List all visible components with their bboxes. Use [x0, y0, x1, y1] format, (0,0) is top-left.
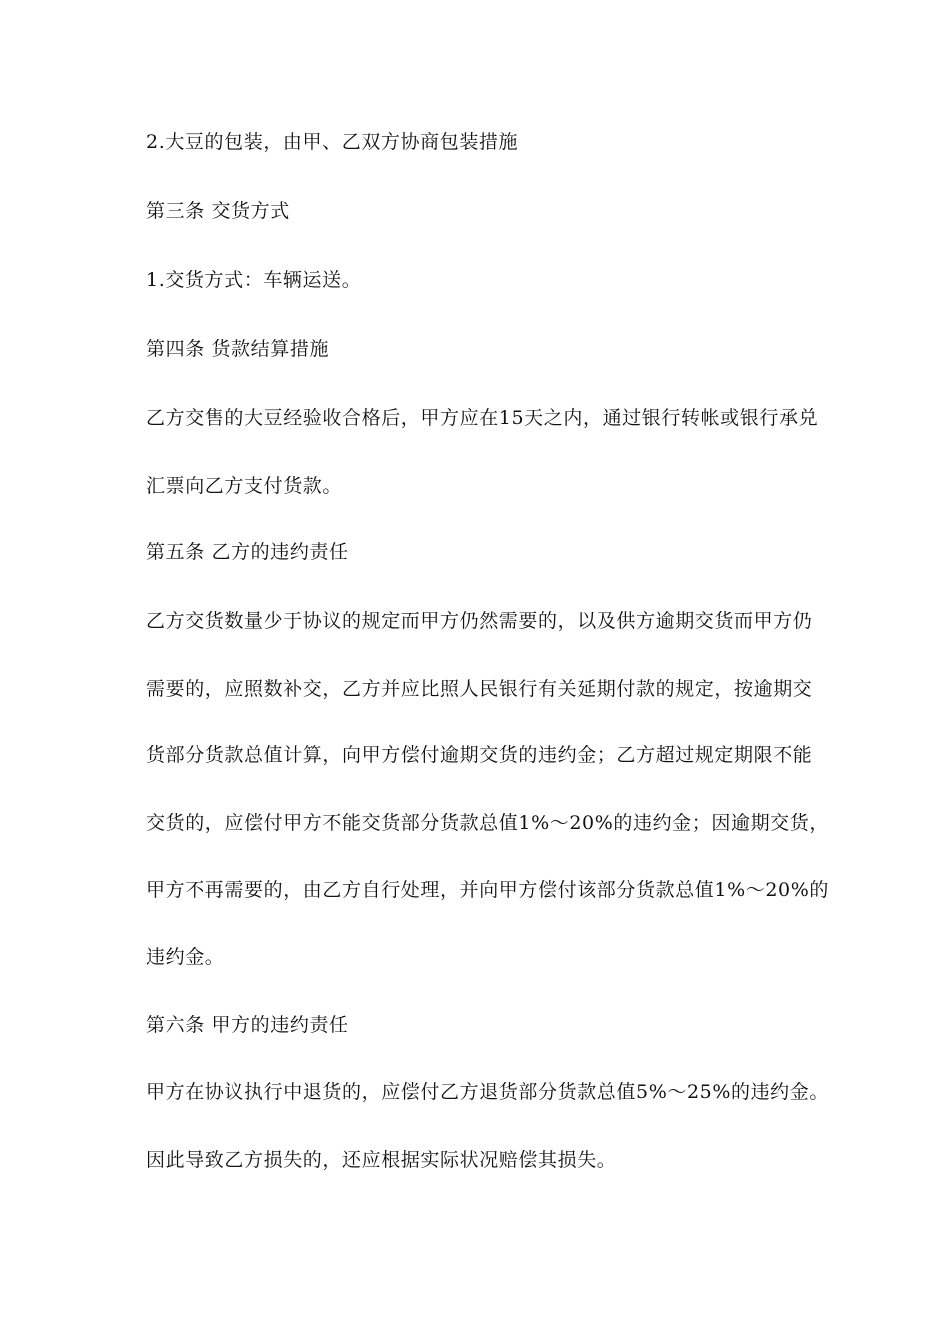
- party-b-liability-line-2: 需要的，应照数补交，乙方并应比照人民银行有关延期付款的规定，按逾期交: [146, 678, 813, 700]
- party-b-liability-line-5: 甲方不再需要的，由乙方自行处理，并向甲方偿付该部分货款总值1%～20%的: [146, 879, 829, 901]
- party-a-liability-line-1: 甲方在协议执行中退货的，应偿付乙方退货部分货款总值5%～25%的违约金。: [146, 1081, 829, 1103]
- party-b-liability-line-1: 乙方交货数量少于协议的规定而甲方仍然需要的，以及供方逾期交货而甲方仍: [146, 610, 813, 632]
- party-b-liability-line-4: 交货的，应偿付甲方不能交货部分货款总值1%～20%的违约金；因逾期交货，: [146, 812, 829, 834]
- party-a-liability-line-2: 因此导致乙方损失的，还应根据实际状况赔偿其损失。: [146, 1149, 617, 1171]
- packaging-clause-line: 2.大豆的包装，由甲、乙双方协商包装措施: [146, 131, 519, 153]
- delivery-method-line: 1.交货方式：车辆运送。: [146, 269, 362, 291]
- payment-paragraph-line-1: 乙方交售的大豆经验收合格后，甲方应在15天之内，通过银行转帐或银行承兑: [146, 407, 819, 429]
- party-b-liability-line-3: 货部分货款总值计算，向甲方偿付逾期交货的违约金；乙方超过规定期限不能: [146, 744, 813, 766]
- payment-paragraph-line-2: 汇票向乙方支付货款。: [146, 475, 343, 497]
- article-5-heading: 第五条 乙方的违约责任: [146, 541, 349, 563]
- article-4-heading: 第四条 货款结算措施: [146, 338, 330, 360]
- party-b-liability-line-6: 违约金。: [146, 946, 225, 968]
- article-3-heading: 第三条 交货方式: [146, 200, 290, 222]
- article-6-heading: 第六条 甲方的违约责任: [146, 1014, 349, 1036]
